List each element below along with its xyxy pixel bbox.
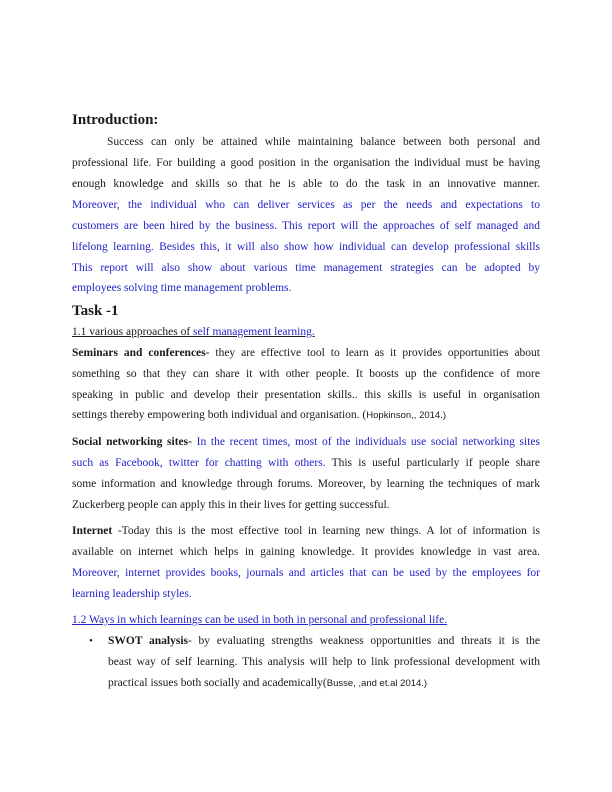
internet-line-4: learning leadership styles. <box>72 588 192 600</box>
intro-line-1: Success can only be attained while maintaining balance between both personal and <box>107 136 540 148</box>
seminars-line-3: speaking in public and develop their presentation skills.. this skills is useful in organisation <box>72 389 540 401</box>
seminars-text-4: settings thereby empowering both individual and organisation. ( <box>72 409 367 421</box>
social-line-2 <box>72 457 540 469</box>
social-text-2-blue: such as Facebook, twitter for chatting with others <box>72 457 323 469</box>
intro-line-2: professional life. For building a good position in the organisation the individual must be having <box>72 157 540 169</box>
intro-line-8: employees solving time management problems. <box>72 282 292 294</box>
swot-line-2: beast way of self learning. This analysis will help to link professional development with <box>108 656 540 668</box>
social-text-2-rest: . This is useful particularly if people share <box>322 457 540 469</box>
social-label: Social networking sites- <box>72 436 192 448</box>
section-1-1-heading <box>72 326 315 338</box>
introduction-heading: Introduction: <box>72 112 159 128</box>
internet-line-3: Moreover, internet provides books, journals and articles that can be used by the employees for <box>72 567 540 579</box>
swot-line-3 <box>108 677 427 689</box>
social-line-4: Zuckerberg people can apply this in their lives for getting successful. <box>72 499 390 511</box>
seminars-line-2: something so that they can share it with other people. It boosts up the confidence of more <box>72 368 540 380</box>
swot-citation: Busse, ,and et.al 2014.) <box>326 678 428 689</box>
intro-line-5: customers are been hired by the business. This report will the approaches of self managed and <box>72 220 540 232</box>
swot-label: SWOT analysis <box>108 635 189 647</box>
seminars-citation: Hopkinson,, 2014.) <box>366 410 447 421</box>
intro-line-7: This report will also show about various time management strategies can be adopted by <box>72 262 540 274</box>
internet-label: Internet <box>72 525 113 537</box>
social-text-1: In the recent times, most of the individuals use social networking sites <box>191 436 540 448</box>
social-line-1 <box>72 436 540 448</box>
social-line-3: some information and knowledge through forums. Moreover, by learning the techniques of mark <box>72 478 540 490</box>
section-1-1-prefix: 1.1 various approaches of <box>72 326 194 338</box>
swot-text-1: - by evaluating strengths weakness opportunities and threats it is the <box>188 635 540 647</box>
internet-line-1 <box>72 525 540 537</box>
bullet-icon: • <box>89 635 93 647</box>
seminars-line-4 <box>72 409 446 421</box>
self-management-learning-link[interactable]: self management learning. <box>193 326 315 338</box>
intro-line-4: Moreover, the individual who can deliver services as per the needs and expectations to <box>72 199 540 211</box>
swot-line-1 <box>108 635 540 647</box>
seminars-label: Seminars and conferences <box>72 347 206 359</box>
intro-line-6: lifelong learning. Besides this, it will also show how individual can develop professional skills <box>72 241 540 253</box>
task-heading: Task -1 <box>72 303 119 319</box>
swot-text-3: practical issues both socially and academically( <box>108 677 327 689</box>
seminars-text-1: - they are effective tool to learn as it provides opportunities about <box>205 347 540 359</box>
seminars-line-1 <box>72 347 540 359</box>
intro-line-3: enough knowledge and skills so that he is able to do the task in an innovative manner. <box>72 178 540 190</box>
internet-line-2: available on internet which helps in gaining knowledge. It provides knowledge in vast area. <box>72 546 540 558</box>
internet-text-1: -Today this is the most effective tool in learning new things. A lot of information is <box>112 525 540 537</box>
section-1-2-heading[interactable]: 1.2 Ways in which learnings can be used in both in personal and professional life. <box>72 614 448 626</box>
